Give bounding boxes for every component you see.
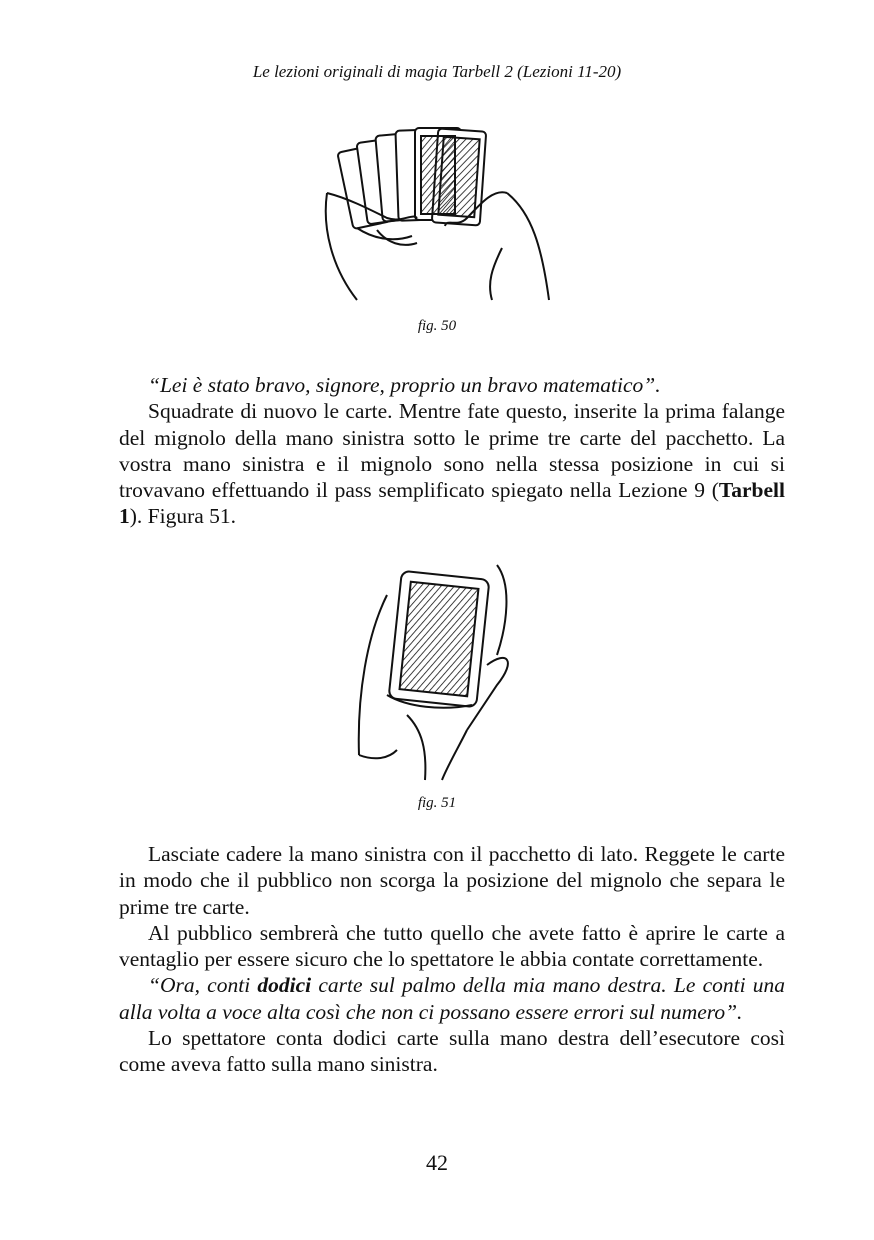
figure-51 bbox=[0, 555, 874, 785]
figure-caption: fig. 51 bbox=[417, 795, 457, 811]
running-header: Le lezioni originali di magia Tarbell 2 (Lezioni 11-20) bbox=[252, 62, 622, 81]
hands-fanning-cards-illustration bbox=[317, 118, 557, 303]
body-paragraph: Al pubblico sembrerà che tutto quello che avete fatto è aprire le carte a ventaglio per essere sicuro che lo spettatore le abbia contate correttamente. bbox=[119, 920, 785, 972]
text-block-2 bbox=[119, 841, 785, 1078]
quote-paragraph: “Lei è stato bravo, signore, proprio un bravo matematico”. bbox=[148, 373, 661, 397]
text-block-1 bbox=[119, 372, 785, 530]
body-paragraph: Lasciate cadere la mano sinistra con il pacchetto di lato. Reggete le carte in modo che il pubblico non scorga la posizione del mignolo che separa le prime tre carte. bbox=[119, 842, 785, 919]
page-number: 42 bbox=[426, 1150, 448, 1175]
figure-50 bbox=[0, 118, 874, 303]
quote-paragraph: “Ora, conti dodici carte sul palmo della mia mano destra. Le conti una alla volta a voce alta così che non ci possano essere errori sul numero”. bbox=[119, 973, 786, 1024]
body-paragraph: Lo spettatore conta dodici carte sulla mano destra dell’esecutore così come aveva fatto sulla mano sinistra. bbox=[119, 1026, 785, 1077]
figure-caption: fig. 50 bbox=[417, 318, 457, 334]
body-paragraph: Squadrate di nuovo le carte. Mentre fate questo, inserite la prima falange del mignolo della mano sinistra sotto le prime tre carte del pacchetto. La vostra mano sinistra e il mignolo sono nella stessa posizione in cui si trovavano effettuando il pass semplificato spiegato nella Lezione 9 (Tarbell 1). Figura 51. bbox=[119, 399, 785, 529]
hand-holding-deck-illustration bbox=[347, 555, 527, 785]
